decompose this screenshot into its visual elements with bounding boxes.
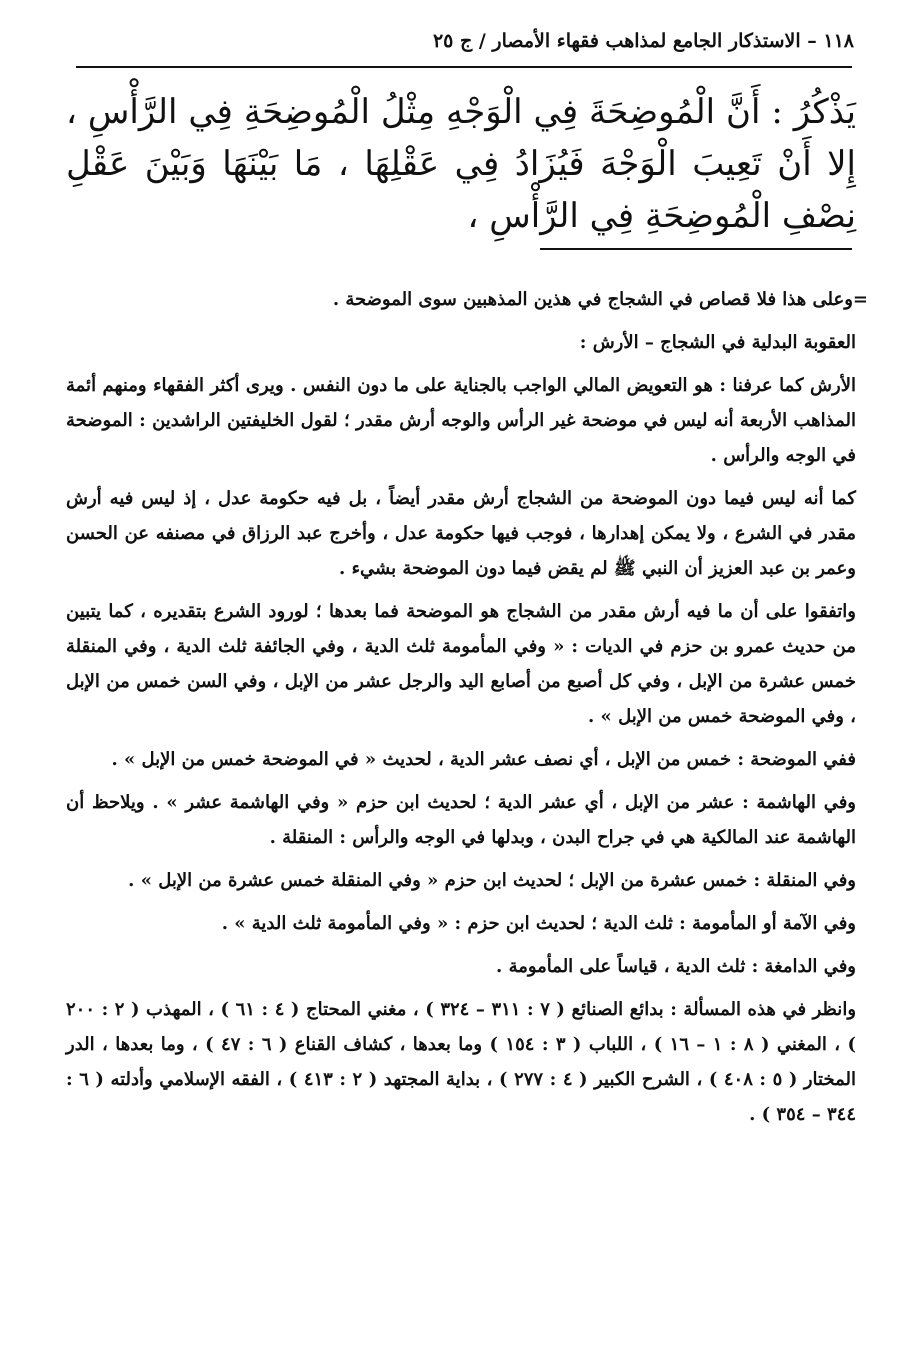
footnotes [66,282,868,1140]
running-header: ١١٨ – الاستذكار الجامع لمذاهب فقهاء الأمصار / ج ٢٥ [432,30,854,52]
main-text [66,86,856,242]
footnote-paragraph: وفي الدامغة : ثلث الدية ، قياساً على المأمومة . [496,956,856,977]
header-rule [76,66,852,68]
main-paragraph: يَذْكُرُ : أَنَّ الْمُوضِحَةَ فِي الْوَجْهِ مِثْلُ الْمُوضِحَةِ فِي الرَّأْسِ ، إِلا أَنْ تَعِيبَ الْوَجْهَ فَيُزَادُ فِي عَقْلِهَا ، مَا بَيْنَهَا وَبَيْنَ عَقْلِ نِصْفِ الْمُوضِحَةِ فِي الرَّأْسِ ، [66,92,856,236]
footnote-paragraph: واتفقوا على أن ما فيه أرش مقدر من الشجاج هو الموضحة فما بعدها ؛ لورود الشرع بتقديره ، كما يتبين من حديث عمرو بن حزم في الديات : « وفي المأمومة ثلث الدية ، وفي الجائفة ثلث الدية ، وفي المنقلة خمس عشرة من الإبل ، وفي كل أصبع من أصابع اليد والرجل عشر من الإبل ، وفي السن خمس من الإبل ، وفي الموضحة خمس من الإبل » . [66,601,856,727]
footnote-subheading: العقوبة البدلية في الشجاج – الأرش : [579,332,856,353]
footnote-paragraph: كما أنه ليس فيما دون الموضحة من الشجاج أرش مقدر أيضاً ، بل فيه حكومة عدل ، إذ ليس فيه أرش مقدر في الشرع ، ولا يمكن إهدارها ، فوجب فيها حكومة عدل ، وأخرج عبد الرزاق في مصنفه عن الحسن وعمر بن عبد العزيز أن النبي ﷺ لم يقض فيما دون الموضحة بشيء . [66,488,856,579]
footnote-separator [540,248,852,250]
footnote-paragraph: ففي الموضحة : خمس من الإبل ، أي نصف عشر الدية ، لحديث « في الموضحة خمس من الإبل » . [111,749,856,770]
footnote-paragraph: وفي المنقلة : خمس عشرة من الإبل ؛ لحديث ابن حزم « وفي المنقلة خمس عشرة من الإبل » . [128,870,856,891]
footnote-paragraph: وفي الآمة أو المأمومة : ثلث الدية ؛ لحديث ابن حزم : « وفي المأمومة ثلث الدية » . [221,913,856,934]
footnote-paragraph: =وعلى هذا فلا قصاص في الشجاج في هذين المذهبين سوى الموضحة . [332,289,868,310]
footnote-paragraph: وفي الهاشمة : عشر من الإبل ، أي عشر الدية ؛ لحديث ابن حزم « وفي الهاشمة عشر » . ويلاحظ أن الهاشمة عند المالكية هي في جراح البدن ، وبدلها في الوجه والرأس : المنقلة . [66,792,856,848]
footnote-paragraph: الأرش كما عرفنا : هو التعويض المالي الواجب بالجناية على ما دون النفس . ويرى أكثر الفقهاء ومنهم أئمة المذاهب الأربعة أنه ليس في موضحة غير الرأس والوجه أرش مقدر ؛ لقول الخليفتين الراشدين : الموضحة في الوجه والرأس . [66,375,856,466]
footnote-references: وانظر في هذه المسألة : بدائع الصنائع ( ٧ : ٣١١ – ٣٢٤ ) ، مغني المحتاج ( ٤ : ٦١ ) ، المهذب ( ٢ : ٢٠٠ ) ، المغني ( ٨ : ١ – ١٦ ) ، اللباب ( ٣ : ١٥٤ ) وما بعدها ، كشاف القناع ( ٦ : ٤٧ ) ، وما بعدها ، الدر المختار ( ٥ : ٤٠٨ ) ، الشرح الكبير ( ٤ : ٢٧٧ ) ، بداية المجتهد ( ٢ : ٤١٣ ) ، الفقه الإسلامي وأدلته ( ٦ : ٣٤٤ – ٣٥٤ ) . [66,999,857,1125]
